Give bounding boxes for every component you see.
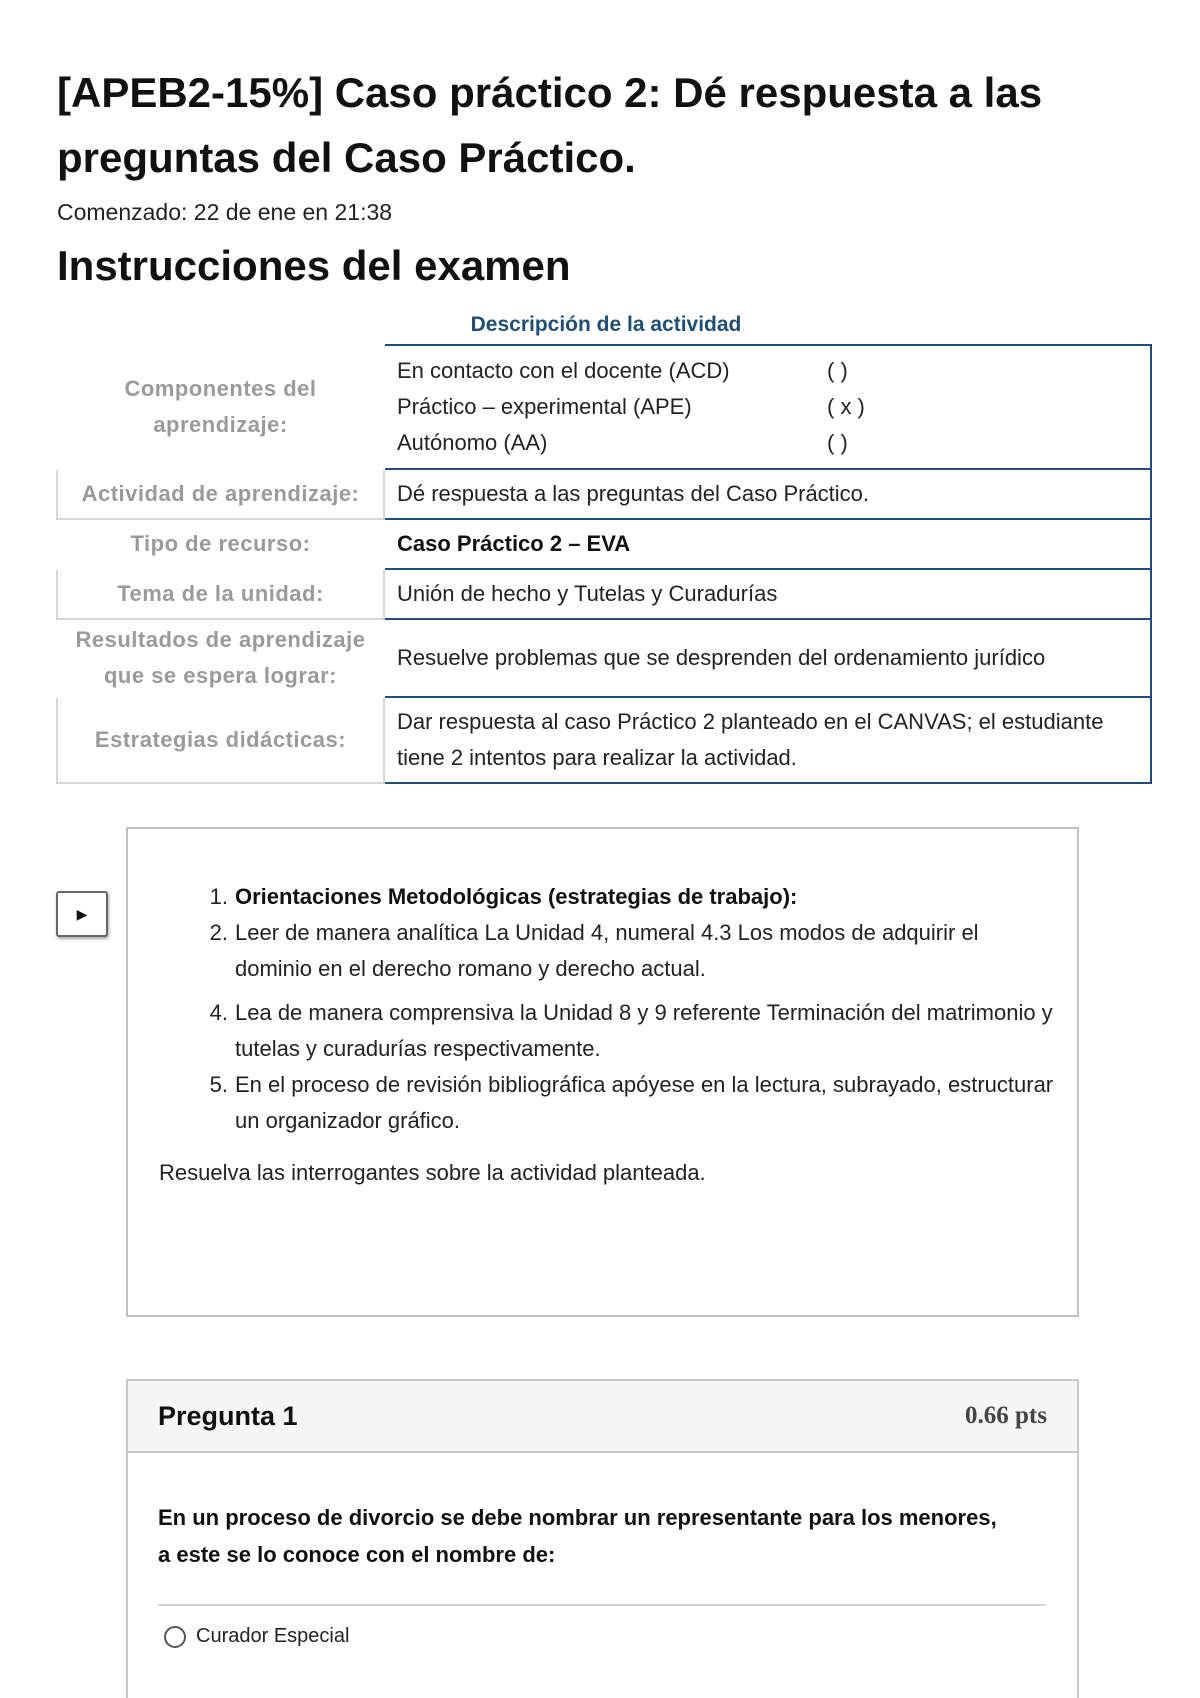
question-text: En un proceso de divorcio se debe nombrar un representante para los menores, a este se lo conoce con el nombre de: [158, 1505, 997, 1567]
expand-toggle-button[interactable] [56, 891, 108, 937]
started-timestamp: Comenzado: 22 de ene en 21:38 [57, 199, 393, 225]
unit-topic-value: Unión de hecho y Tutelas y Curadurías [384, 569, 1151, 619]
component-line [397, 389, 1138, 425]
teaching-strategies-label: Estrategias didácticas: [57, 697, 384, 783]
table-row [57, 345, 1151, 469]
list-number: 5. [209, 1072, 228, 1097]
list-text: Leer de manera analítica La Unidad 4, numeral 4.3 Los modos de adquirir el dominio en el derecho romano y derecho actual. [235, 920, 979, 981]
component-line [397, 353, 1138, 389]
component-name: Autónomo (AA) [397, 430, 548, 455]
list-number: 4. [209, 1000, 228, 1025]
resource-type-value: Caso Práctico 2 – EVA [384, 519, 1151, 569]
unit-topic-label: Tema de la unidad: [57, 569, 384, 619]
play-triangle-icon: ▶ [76, 905, 88, 922]
components-label: Componentes del aprendizaje: [124, 376, 317, 437]
list-item [198, 879, 1058, 915]
list-item [198, 915, 1058, 987]
component-name: En contacto con el docente (ACD) [397, 358, 730, 383]
table-row [57, 619, 1151, 697]
table-caption: Descripción de la actividad [470, 313, 742, 336]
answer-label: Curador Especial [196, 1625, 350, 1647]
orientations-panel [126, 827, 1079, 1317]
list-text: Lea de manera comprensiva la Unidad 8 y 9 referente Terminación del matrimonio y tutelas y curadurías respectivamente. [235, 1000, 1053, 1061]
expected-results-label: Resultados de aprendizaje que se espera lograr: [75, 627, 366, 688]
orientations-note: Resuelva las interrogantes sobre la actividad planteada. [159, 1160, 706, 1185]
resource-type-label: Tipo de recurso: [130, 531, 311, 556]
table-row [57, 519, 1151, 569]
question-title: Pregunta 1 [158, 1400, 298, 1431]
table-row [57, 697, 1151, 783]
table-row [57, 469, 1151, 519]
list-item [198, 995, 1058, 1067]
list-number: 2. [209, 920, 228, 945]
quiz-title: [APEB2-15%] Caso práctico 2: Dé respuesta a las preguntas del Caso Práctico. [57, 69, 1043, 181]
learning-activity-label: Actividad de aprendizaje: [57, 469, 384, 519]
orientations-list [198, 879, 1058, 1139]
divider [158, 1604, 1046, 1606]
activity-description-table [56, 344, 1152, 784]
component-mark: ( x ) [827, 394, 865, 419]
table-row [57, 569, 1151, 619]
question-header [128, 1381, 1077, 1453]
list-text: En el proceso de revisión bibliográfica apóyese en la lectura, subrayado, estructurar un organizador gráfico. [235, 1072, 1054, 1133]
list-number: 1. [209, 884, 228, 909]
teaching-strategies-value: Dar respuesta al caso Práctico 2 planteado en el CANVAS; el estudiante tiene 2 intentos para realizar la actividad. [384, 697, 1151, 783]
component-mark: ( ) [827, 430, 848, 455]
component-mark: ( ) [827, 358, 848, 383]
learning-activity-value: Dé respuesta a las preguntas del Caso Práctico. [384, 469, 1151, 519]
instructions-heading: Instrucciones del examen [57, 242, 571, 289]
expected-results-value: Resuelve problemas que se desprenden del ordenamiento jurídico [384, 619, 1151, 697]
radio-button[interactable] [164, 1626, 186, 1648]
question-card [126, 1379, 1079, 1698]
list-item [198, 1067, 1058, 1139]
component-name: Práctico – experimental (APE) [397, 394, 692, 419]
answer-option[interactable] [164, 1625, 349, 1648]
question-points: 0.66 pts [965, 1402, 1047, 1429]
components-value [384, 345, 1151, 469]
list-text: Orientaciones Metodológicas (estrategias de trabajo): [235, 884, 798, 909]
component-line [397, 425, 1138, 461]
